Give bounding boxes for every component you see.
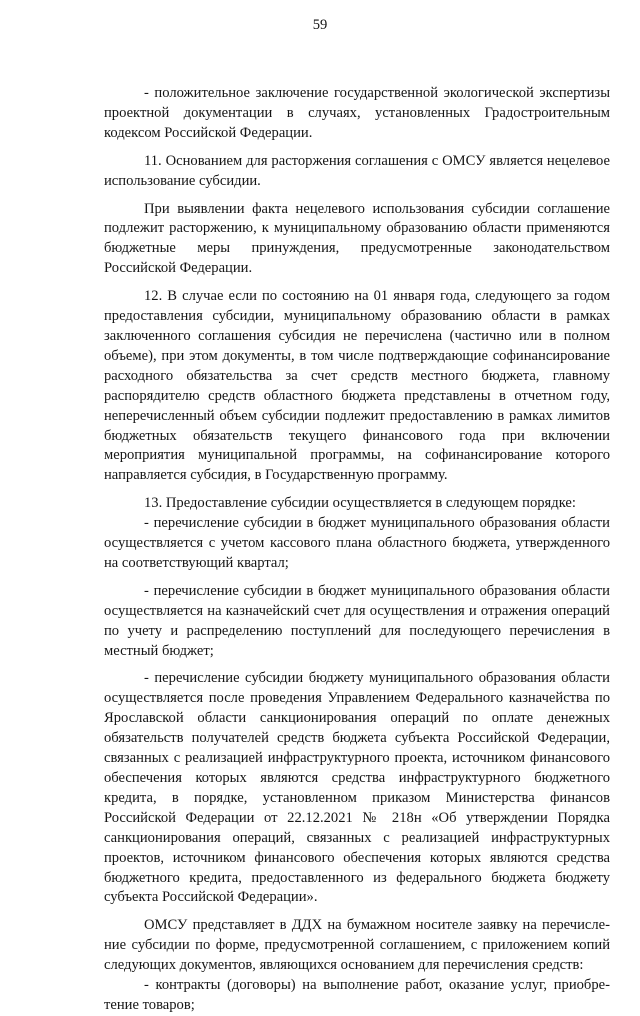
paragraph-misuse: При выявлении факта нецелевого использования субсидии соглашение подлежит расторжению, к муниципальному образованию области применяются бюджетные меры принуждения, предусмотренные законодательством Российской Федерации. xyxy=(104,200,610,277)
page-number: 59 xyxy=(312,17,328,33)
paragraph-expert-conclusion: - положительное заключение государственной экологической экспертизы проектной документации в случаях, установленных Градостроительным кодексом Российской Федерации. xyxy=(104,85,610,141)
paragraph-13-procedure: 13. Предоставление субсидии осуществляется в следующем порядке: xyxy=(144,495,576,512)
paragraph-treasury-account: - перечисление субсидии в бюджет муниципального образования области осуществляется на казначейский счет для осуществления и отражения операций по учету и распределению поступлений для последующего перечисления в местный бюджет; xyxy=(104,582,610,659)
paragraph-contracts: - контракты (договоры) на выполнение работ, оказание услуг, приобретение товаров; xyxy=(104,977,610,1013)
document-body xyxy=(104,84,610,1016)
paragraph-omsu-request: ОМСУ представляет в ДДХ на бумажном носителе заявку на перечисление субсидии по форме, предусмотренной соглашением, с приложением копий следующих документов, являющихся основанием для перечисления средств: xyxy=(104,917,610,974)
paragraph-treasury-authorization: - перечисление субсидии бюджету муниципального образования области осуществляется после проведения Управлением Федерального казначейства по Ярославской области санкционирования операций по оплате денежных обязательств получателей средств бюджета субъекта Российской Федерации, связанных с реализацией инфраструктурного проекта, источником финансового обеспечения которых являются средства инфраструктурного бюджетного кредита, в порядке, установленном приказом Министерства финансов Российской Федерации от 22.12.2021 № 218н «Об утверждении Порядка санкционирования операций, связанных с реализацией инфраструктурных проектов, источником финансового обеспечения которых являются средства бюджетного кредита, предоставленного из федерального бюджета бюджету субъекта Российской Федерации». xyxy=(104,670,610,906)
paragraph-cash-plan: - перечисление субсидии в бюджет муниципального образования области осуществляется с учетом кассового плана областного бюджета, утвержденного на соответствующий квартал; xyxy=(104,515,610,571)
paragraph-12-carryover: 12. В случае если по состоянию на 01 января года, следующего за годом предоставления субсидии, муниципальному образованию области в рамках заключенного соглашения субсидия не перечислена (частично или в полном объеме), при этом документы, в том числе подтверждающие софинансирование расходного обязательства за счет средств местного бюджета, главному распорядителю средств областного бюджета представлены в отчетном году, неперечисленный объем субсидии подлежит предоставлению в рамках лимитов бюджетных обязательств текущего финансового года при включении мероприятия муниципальной программы, на софинансирование которого направляется субсидия, в Государственную программу. xyxy=(104,288,610,484)
paragraph-11-termination: 11. Основанием для расторжения соглашения с ОМСУ является нецелевое использование субсидии. xyxy=(104,152,610,189)
